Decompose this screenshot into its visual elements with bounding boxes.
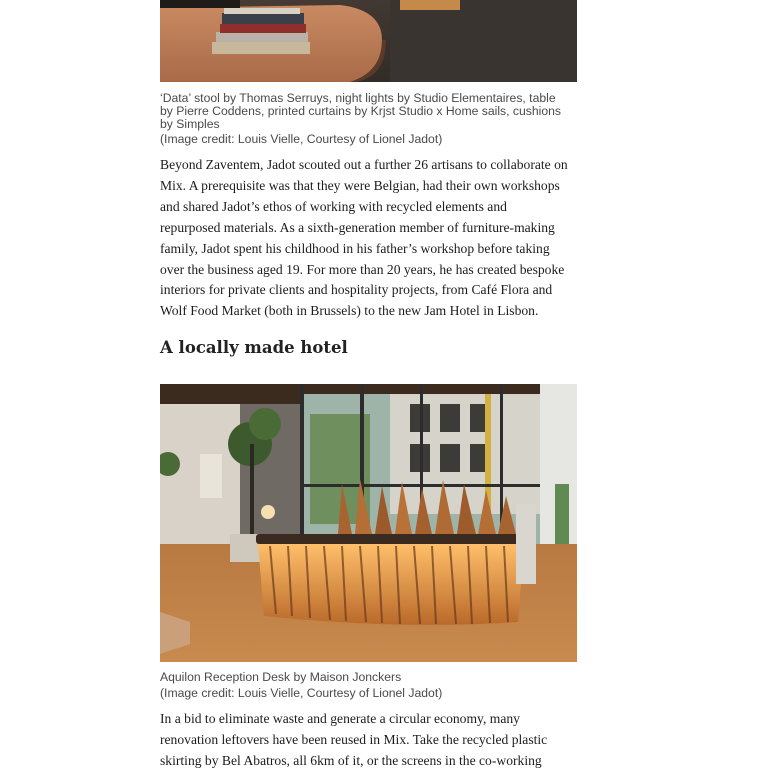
photo-reception-desk [160,384,577,662]
image-caption [160,671,577,684]
caption-line: by Pierre Coddens, printed curtains by Krjst Studio x Home sails, cushions [160,104,562,118]
caption-line: ‘Data’ stool by Thomas Serruys, night lights by Studio Elementaires, table [160,91,556,105]
photo-stool-table [160,0,577,82]
paragraph-line: In a bid to eliminate waste and generate a circular economy, many [160,711,520,726]
article-paragraph [160,709,577,772]
paragraph-line: over the business aged 19. For more than 20 years, he has created bespoke [160,261,565,277]
paragraph-line: and shared Jadot’s ethos of working with recycled elements and [160,198,507,214]
image-credit [160,133,577,146]
paragraph-line: skirting by Bel Abatros, all 6km of it, or the screens in the co-working [160,752,542,768]
paragraph-line: Beyond Zaventem, Jadot scouted out a further 26 artisans to collaborate on [160,157,568,172]
paragraph-line: Mix. A prerequisite was that they were Belgian, had their own workshops [160,177,560,193]
paragraph-line: family, Jadot spent his childhood in his father’s workshop before taking [160,240,550,256]
caption-line: by Simples [160,117,220,131]
section-heading: A locally made hotel [160,338,348,357]
image-caption [160,92,577,131]
paragraph-line: interiors for private clients and hospitality projects, from Café Flora and [160,282,553,298]
image-credit-text: (Image credit: Louis Vielle, Courtesy of Lionel Jadot) [160,686,443,700]
image-credit [160,687,577,700]
paragraph-line: renovation leftovers have been reused in Mix. Take the recycled plastic [160,731,548,747]
caption-line: Aquilon Reception Desk by Maison Jonckers [160,670,402,684]
image-credit-text: (Image credit: Louis Vielle, Courtesy of Lionel Jadot) [160,132,443,146]
article-paragraph [160,155,577,322]
paragraph-line: Wolf Food Market (both in Brussels) to the new Jam Hotel in Lisbon. [160,303,539,319]
paragraph-line: repurposed materials. As a sixth-generation member of furniture-making [160,219,555,235]
